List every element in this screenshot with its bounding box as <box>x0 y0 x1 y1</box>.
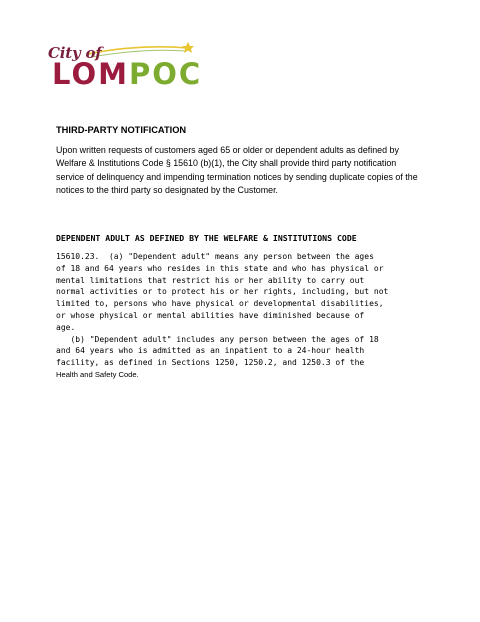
logo-wordmark <box>52 57 202 91</box>
statute-line: 15610.23. (a) "Dependent adult" means any person between the ages <box>56 252 374 261</box>
statute-line: facility, as defined in Sections 1250, 1250.2, and 1250.3 of the <box>56 358 365 368</box>
statute-text <box>56 251 426 381</box>
logo-word-poc: POC <box>128 57 203 91</box>
statute-line: age. <box>56 322 76 332</box>
section-heading-third-party: THIRD-PARTY NOTIFICATION <box>56 125 187 135</box>
statute-line: (b) "Dependent adult" includes any person between the ages of 18 <box>56 334 379 344</box>
statute-line: and 64 years who is admitted as an inpatient to a 24-hour health <box>56 346 365 356</box>
statute-line: of 18 and 64 years who resides in this state and who has physical or <box>56 263 384 273</box>
logo-word-lom: LOM <box>52 57 129 91</box>
statute-line: normal activities or to protect his or her rights, including, but not <box>56 287 389 297</box>
section-heading-dependent-adult: DEPENDENT ADULT AS DEFINED BY THE WELFARE & INSTITUTIONS CODE <box>56 233 357 243</box>
third-party-notification-text: Upon written requests of customers aged 65 or older or dependent adults as defined by Welfare & Institutions Code § 15610 (b)(1), the City shall provide third party notification service of delinquency and impending termination notices by sending duplicate copies of the notices to the third party so designated by the Customer. <box>56 145 418 195</box>
statute-line-last: Health and Safety Code. <box>56 369 139 379</box>
city-logo <box>48 40 218 92</box>
statute-line: limited to, persons who have physical or developmental disabilities, <box>56 299 384 309</box>
statute-line: or whose physical or mental abilities have diminished because of <box>56 310 365 320</box>
logo-city-of: City of <box>48 44 102 62</box>
statute-line: mental limitations that restrict his or her ability to carry out <box>56 275 365 285</box>
